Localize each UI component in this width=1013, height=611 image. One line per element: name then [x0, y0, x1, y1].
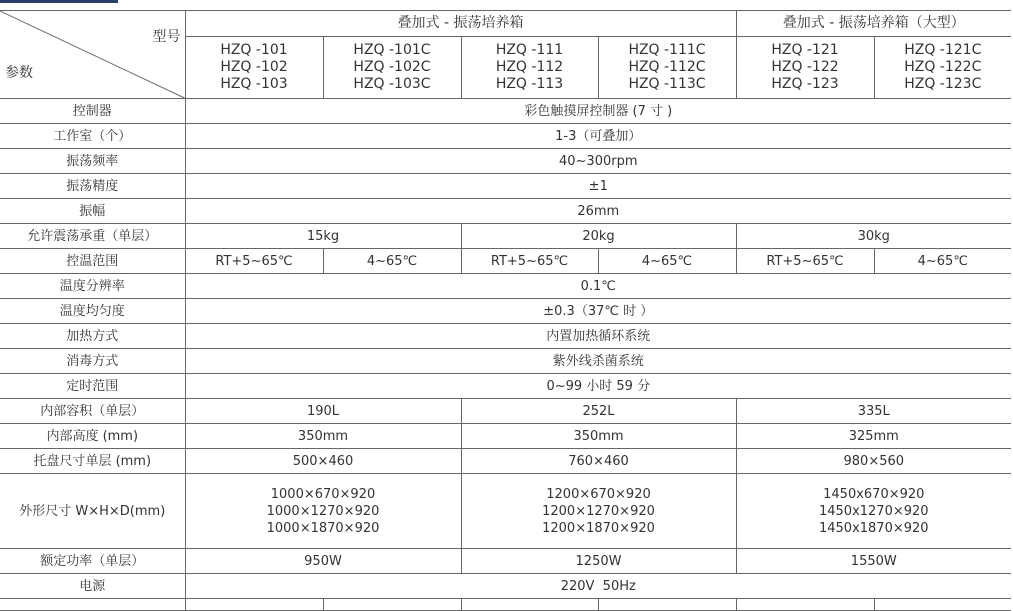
param-value [461, 474, 736, 549]
dimension-line: 1000×670×920 [270, 486, 376, 502]
spec-row-frequency [0, 149, 1011, 174]
param-name: 振荡精度 [0, 174, 185, 199]
param-name: 工作室（个） [0, 124, 185, 149]
param-value: 20kg [461, 224, 736, 249]
model-name: HZQ -121 [771, 42, 839, 58]
param-name: 温度均匀度 [0, 299, 185, 324]
model-name: HZQ -102 [220, 59, 288, 75]
model-cell [461, 37, 598, 99]
param-value: RT+5~65℃ [461, 249, 598, 274]
spec-row-load [0, 224, 1011, 249]
model-name: HZQ -111C [628, 42, 706, 58]
empty-cell [598, 599, 736, 611]
empty-cell [323, 599, 461, 611]
empty-cell [874, 599, 1011, 611]
spec-row-cutoff [0, 599, 1011, 611]
model-cell [598, 37, 736, 99]
param-value: 1550W [736, 549, 1011, 574]
param-value: 彩色触摸屏控制器 (7 寸 ) [185, 99, 1011, 124]
top-accent-bar [0, 0, 118, 3]
model-name: HZQ -122C [904, 59, 982, 75]
param-name: 振幅 [0, 199, 185, 224]
param-value: RT+5~65℃ [185, 249, 323, 274]
param-name: 控温范围 [0, 249, 185, 274]
spec-row-controller [0, 99, 1011, 124]
param-value: 220V 50Hz [185, 574, 1011, 599]
param-value: 4~65℃ [323, 249, 461, 274]
empty-cell [461, 599, 598, 611]
param-name: 内部高度 (mm) [0, 424, 185, 449]
spec-row-timer [0, 374, 1011, 399]
spec-table [0, 10, 1011, 611]
model-name: HZQ -101 [220, 42, 288, 58]
param-value: 1250W [461, 549, 736, 574]
diagonal-header-cell [0, 11, 185, 99]
param-value: 350mm [461, 424, 736, 449]
spec-row-height [0, 424, 1011, 449]
empty-cell [0, 599, 185, 611]
param-value: 760×460 [461, 449, 736, 474]
param-name: 托盘尺寸单层 (mm) [0, 449, 185, 474]
spec-row-temp-uniformity [0, 299, 1011, 324]
spec-row-power [0, 549, 1011, 574]
param-value: 980×560 [736, 449, 1011, 474]
dimension-line: 1450x670×920 [823, 486, 925, 502]
param-value: 紫外线杀菌系统 [185, 349, 1011, 374]
param-name: 温度分辨率 [0, 274, 185, 299]
dimension-line: 1200×1870×920 [542, 520, 655, 536]
model-name: HZQ -121C [904, 42, 982, 58]
param-name: 外形尺寸 W×H×D(mm) [0, 474, 185, 549]
param-name: 额定功率（单层） [0, 549, 185, 574]
param-value: 500×460 [185, 449, 461, 474]
spec-row-dimensions [0, 474, 1011, 549]
spec-row-amplitude [0, 199, 1011, 224]
model-name: HZQ -102C [353, 59, 431, 75]
param-value: ±1 [185, 174, 1011, 199]
spec-row-heating [0, 324, 1011, 349]
model-name: HZQ -123C [904, 76, 982, 92]
header-row-groups [0, 11, 1011, 37]
model-label: 型号 [152, 29, 181, 45]
spec-row-chambers [0, 124, 1011, 149]
spec-row-temp-resolution [0, 274, 1011, 299]
param-name: 消毒方式 [0, 349, 185, 374]
param-value: 190L [185, 399, 461, 424]
dimension-line: 1200×670×920 [546, 486, 651, 502]
dimension-line: 1200×1270×920 [542, 503, 655, 519]
group-title-standard: 叠加式 - 振荡培养箱 [185, 11, 736, 37]
model-cell [874, 37, 1011, 99]
spec-row-temp-range [0, 249, 1011, 274]
dimension-line: 1000×1870×920 [266, 520, 380, 536]
param-value: 内置加热循环系统 [185, 324, 1011, 349]
param-value: 26mm [185, 199, 1011, 224]
model-name: HZQ -113 [495, 76, 564, 92]
param-value [185, 474, 461, 549]
param-name: 振荡频率 [0, 149, 185, 174]
param-value: 0~99 小时 59 分 [185, 374, 1011, 399]
model-cell [185, 37, 323, 99]
param-name: 控制器 [0, 99, 185, 124]
param-name: 允许震荡承重（单层） [0, 224, 185, 249]
param-name: 加热方式 [0, 324, 185, 349]
model-name: HZQ -112C [628, 59, 706, 75]
spec-row-disinfection [0, 349, 1011, 374]
model-name: HZQ -103 [220, 76, 288, 92]
param-value: 0.1℃ [185, 274, 1011, 299]
param-value: 1-3（可叠加） [185, 124, 1011, 149]
dimension-line: 1450x1270×920 [818, 503, 929, 519]
model-cell [323, 37, 461, 99]
param-value: 950W [185, 549, 461, 574]
model-name: HZQ -112 [495, 59, 564, 75]
param-value [736, 474, 1011, 549]
param-name: 电源 [0, 574, 185, 599]
model-name: HZQ -103C [353, 76, 431, 92]
dimension-line: 1000×1270×920 [266, 503, 380, 519]
param-value: 350mm [185, 424, 461, 449]
spec-row-tray [0, 449, 1011, 474]
param-name: 内部容积（单层） [0, 399, 185, 424]
param-value: 30kg [736, 224, 1011, 249]
model-name: HZQ -101C [353, 42, 431, 58]
empty-cell [185, 599, 323, 611]
model-name: HZQ -122 [771, 59, 839, 75]
param-value: RT+5~65℃ [736, 249, 874, 274]
param-value: 15kg [185, 224, 461, 249]
param-value: 4~65℃ [874, 249, 1011, 274]
diagonal-line [0, 11, 185, 98]
param-name: 定时范围 [0, 374, 185, 399]
model-name: HZQ -123 [771, 76, 839, 92]
param-value: 252L [461, 399, 736, 424]
empty-cell [736, 599, 874, 611]
param-value: 4~65℃ [598, 249, 736, 274]
model-cell [736, 37, 874, 99]
spec-row-precision [0, 174, 1011, 199]
model-name: HZQ -111 [495, 42, 564, 58]
dimension-line: 1450x1870×920 [818, 520, 929, 536]
spec-row-supply [0, 574, 1011, 599]
param-label: 参数 [5, 65, 33, 81]
spec-row-volume [0, 399, 1011, 424]
param-value: 325mm [736, 424, 1011, 449]
param-value: 40~300rpm [185, 149, 1011, 174]
model-name: HZQ -113C [628, 76, 706, 92]
param-value: 335L [736, 399, 1011, 424]
param-value: ±0.3（37℃ 时 ） [185, 299, 1011, 324]
group-title-large: 叠加式 - 振荡培养箱（大型） [736, 11, 1011, 37]
